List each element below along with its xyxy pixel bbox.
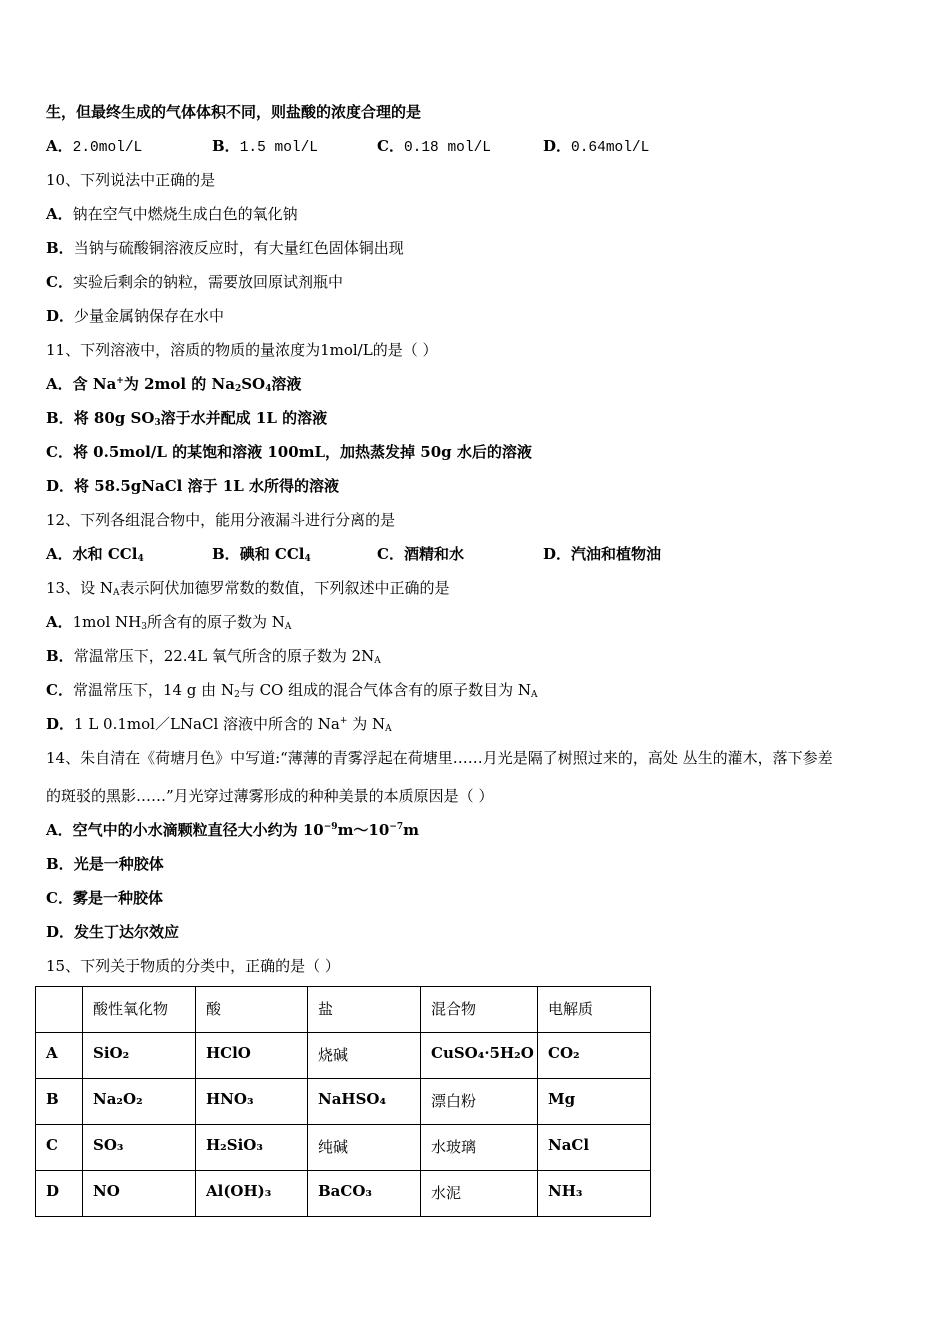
q14-option-d[interactable] — [46, 922, 179, 942]
table-cell: HNO₃ — [196, 1079, 308, 1125]
option-text: 空气中的小水滴颗粒直径大小约为 10 — [72, 821, 324, 839]
option-text: 将 80g SO — [73, 409, 155, 427]
q11-option-b[interactable] — [46, 408, 327, 428]
option-letter: A． — [46, 375, 73, 393]
table-cell: Na₂O₂ — [83, 1079, 196, 1125]
table-cell: 烧碱 — [308, 1033, 421, 1079]
table-cell: NO — [83, 1171, 196, 1217]
q14-option-b[interactable] — [46, 854, 164, 874]
option-text: 2.0mol/L — [72, 140, 143, 156]
option-text: 当钠与硫酸铜溶液反应时，有大量红色固体铜出现 — [73, 239, 404, 257]
option-letter: A． — [46, 613, 73, 631]
subscript: 4 — [137, 554, 144, 564]
table-cell: 水玻璃 — [421, 1125, 538, 1171]
table-cell: NH₃ — [538, 1171, 651, 1217]
option-text: 1mol NH — [72, 613, 142, 631]
option-text: 为 N — [347, 715, 386, 733]
option-text: 0.64mol/L — [571, 140, 650, 156]
table-cell: A — [36, 1033, 83, 1079]
table-row — [36, 1171, 651, 1217]
q14-stem-line1: 14、朱自清在《荷塘月色》中写道:“薄薄的青雾浮起在荷塘里……月光是隔了树照过来的，高处 丛生的灌木，落下参差 — [46, 749, 833, 767]
option-text: 将 58.5gNaCl 溶于 1L 水所得的溶液 — [74, 477, 339, 495]
option-text: 将 0.5mol/L 的某饱和溶液 100mL，加热蒸发掉 50g 水后的溶液 — [72, 443, 532, 461]
option-letter: D． — [46, 715, 75, 733]
q9-tail: 生，但最终生成的气体体积不同，则盐酸的浓度合理的是 — [46, 103, 422, 121]
q12-option-a[interactable] — [46, 544, 144, 564]
table-row — [36, 1033, 651, 1079]
q10-stem: 10、下列说法中正确的是 — [46, 171, 216, 189]
table-cell: D — [36, 1171, 83, 1217]
option-text: 雾是一种胶体 — [72, 889, 163, 907]
table-header-cell: 电解质 — [538, 987, 651, 1033]
option-letter: B． — [212, 137, 240, 155]
option-letter: B． — [46, 239, 74, 257]
table-cell: NaCl — [538, 1125, 651, 1171]
q11-stem: 11、下列溶液中，溶质的物质的量浓度为1mol/L的是（ ） — [46, 341, 438, 359]
option-text: 汽油和植物油 — [571, 545, 662, 563]
option-letter: B． — [212, 545, 240, 563]
option-letter: D． — [46, 307, 75, 325]
table-cell: CO₂ — [538, 1033, 651, 1079]
subscript: 2 — [234, 384, 242, 394]
table-cell: HClO — [196, 1033, 308, 1079]
option-letter: A． — [46, 205, 73, 223]
subscript: A — [112, 588, 120, 598]
subscript: 2 — [234, 690, 240, 700]
q13-option-a[interactable] — [46, 612, 291, 632]
table-cell: 水泥 — [421, 1171, 538, 1217]
option-text: SO — [241, 375, 266, 393]
superscript: + — [116, 376, 124, 386]
q10-option-d[interactable] — [46, 306, 224, 326]
table-header-cell: 酸 — [196, 987, 308, 1033]
subscript: 4 — [304, 554, 311, 564]
q11-option-a[interactable] — [46, 374, 301, 394]
subscript: A — [374, 656, 381, 666]
option-letter: C． — [46, 273, 73, 291]
q9-option-b[interactable] — [212, 136, 318, 158]
option-letter: B． — [46, 409, 74, 427]
subscript: 3 — [141, 622, 147, 632]
option-text: 1 L 0.1mol／LNaCl 溶液中所含的 Na — [74, 715, 340, 733]
option-text: m — [403, 821, 419, 839]
q13-option-d[interactable] — [46, 714, 392, 734]
q15-stem: 15、下列关于物质的分类中，正确的是（ ） — [46, 957, 340, 975]
option-letter: D． — [46, 477, 75, 495]
table-row — [36, 1079, 651, 1125]
option-text: 常温常压下，22.4L 氧气所含的原子数为 2N — [73, 647, 375, 665]
option-text: m～10 — [337, 821, 390, 839]
table-cell: C — [36, 1125, 83, 1171]
option-text: 实验后剩余的钠粒，需要放回原试剂瓶中 — [72, 273, 343, 291]
option-letter: D． — [543, 137, 572, 155]
option-text: 发生丁达尔效应 — [74, 923, 180, 941]
option-letter: B． — [46, 647, 74, 665]
q13-stem — [46, 578, 450, 598]
q14-stem-line2: 的斑驳的黑影……”月光穿过薄雾形成的种种美景的本质原因是（ ） — [46, 787, 494, 805]
q12-option-d[interactable] — [543, 544, 661, 564]
option-letter: C． — [46, 889, 73, 907]
stem-text: 表示阿伏加德罗常数的数值，下列叙述中正确的是 — [119, 579, 450, 597]
option-text: 1.5 mol/L — [239, 140, 319, 156]
table-cell: B — [36, 1079, 83, 1125]
superscript: −7 — [389, 822, 404, 832]
option-text: 为 2mol 的 Na — [123, 375, 235, 393]
q12-stem: 12、下列各组混合物中，能用分液漏斗进行分离的是 — [46, 511, 396, 529]
table-header-cell: 酸性氧化物 — [83, 987, 196, 1033]
q11-option-c[interactable] — [46, 442, 532, 462]
q11-option-d[interactable] — [46, 476, 339, 496]
option-letter: B． — [46, 855, 74, 873]
option-text: 溶于水并配成 1L 的溶液 — [160, 409, 328, 427]
option-letter: A． — [46, 821, 73, 839]
option-letter: A． — [46, 137, 73, 155]
option-letter: C． — [377, 137, 404, 155]
option-letter: C． — [377, 545, 404, 563]
subscript: A — [385, 724, 392, 734]
option-letter: A． — [46, 545, 73, 563]
q12-option-b[interactable] — [212, 544, 311, 564]
q14-option-a[interactable] — [46, 820, 419, 840]
superscript: −9 — [323, 822, 338, 832]
subscript: 3 — [154, 418, 161, 428]
option-text: 钠在空气中燃烧生成白色的氧化钠 — [72, 205, 298, 223]
subscript: 4 — [265, 384, 272, 394]
option-text: 0.18 mol/L — [403, 140, 491, 156]
option-letter: D． — [543, 545, 572, 563]
table-header-cell — [36, 987, 83, 1033]
option-text: 光是一种胶体 — [73, 855, 164, 873]
table-cell: BaCO₃ — [308, 1171, 421, 1217]
superscript: + — [339, 716, 348, 726]
q14-option-c[interactable] — [46, 888, 163, 908]
table-cell: H₂SiO₃ — [196, 1125, 308, 1171]
table-cell: Mg — [538, 1079, 651, 1125]
table-header-cell: 盐 — [308, 987, 421, 1033]
option-letter: C． — [46, 681, 73, 699]
option-letter: C． — [46, 443, 73, 461]
table-cell: NaHSO₄ — [308, 1079, 421, 1125]
table-cell: SO₃ — [83, 1125, 196, 1171]
q9-option-d[interactable] — [543, 136, 649, 158]
q13-option-c[interactable] — [46, 680, 538, 700]
option-letter: D． — [46, 923, 75, 941]
q12-option-c[interactable] — [377, 544, 464, 564]
table-cell: 漂白粉 — [421, 1079, 538, 1125]
stem-text: 13、设 N — [46, 579, 113, 597]
table-cell: 纯碱 — [308, 1125, 421, 1171]
subscript: A — [531, 690, 538, 700]
table-cell: Al(OH)₃ — [196, 1171, 308, 1217]
table-row — [36, 1125, 651, 1171]
option-text: 水和 CCl — [72, 545, 138, 563]
q9-option-a[interactable] — [46, 136, 142, 158]
option-text: 酒精和水 — [403, 545, 464, 563]
q13-option-b[interactable] — [46, 646, 381, 666]
option-text: 碘和 CCl — [239, 545, 305, 563]
classification-table — [35, 986, 651, 1217]
q10-option-c[interactable] — [46, 272, 343, 292]
q10-option-a[interactable] — [46, 204, 298, 224]
table-header-cell: 混合物 — [421, 987, 538, 1033]
option-text: 溶液 — [271, 375, 302, 393]
q9-option-c[interactable] — [377, 136, 491, 158]
table-cell: CuSO₄·5H₂O — [421, 1033, 538, 1079]
subscript: A — [284, 622, 292, 632]
q10-option-b[interactable] — [46, 238, 404, 258]
option-text: 含 Na — [72, 375, 117, 393]
option-text: 少量金属钠保存在水中 — [74, 307, 225, 325]
option-text: 常温常压下，14 g 由 N — [72, 681, 235, 699]
option-text: 所含有的原子数为 N — [146, 613, 285, 631]
table-header-row — [36, 987, 651, 1033]
option-text: 与 CO 组成的混合气体含有的原子数目为 N — [239, 681, 532, 699]
table-cell: SiO₂ — [83, 1033, 196, 1079]
